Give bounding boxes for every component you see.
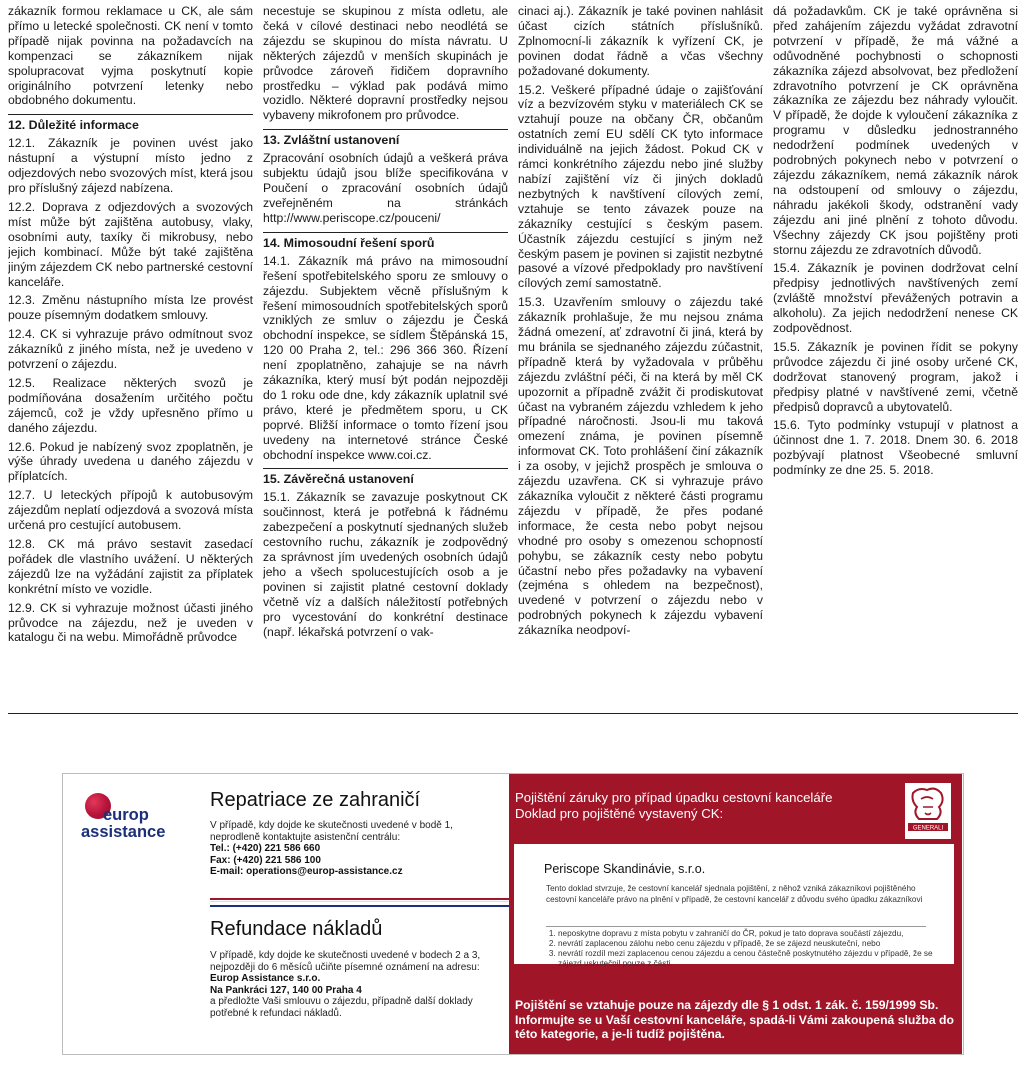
insurance-footer: Pojištění se vztahuje pouze na zájezdy dle § 1 odst. 1 zák. č. 159/1999 Sb. Informujte se u Vaší cestovní kanceláře, spadá-li Vámi zakoupená služba do této kategorie, a je-li tudíž pojištěna. [515,998,954,1041]
insured-company: Periscope Skandinávie, s.r.o. [544,862,706,876]
paragraph: dá požadavkům. CK je také oprávněna si před zahájením zájezdu vyžádat zdravotní potvrzení v případě, že má vážné a odůvodněné pochybnosti o schopnosti zákazníka zájezd absolvovat, bez předložení zdravotního potvrzení je CK oprávněna zákazníka ze zájezdu bez náhrady vyloučit. V případě, že dojde k vyloučení zákazníka z programu v důsledku jednostranného nedodržení podmínek uvedených v podrobných pokynech nebo v potvrzení o zájezdu zákazníkem, nemá zákazník nárok na odstoupení od smlouvy o zájezdu, náhradu jakékoli škody, odstranění vady zájezdu ani jiné plnění z tohoto důvodu. Všechny zájezdy CK jsou pojištěny proti stornu zájezdu ze zdravotních důvodů. [773,4,1018,257]
generali-insurance-panel [509,774,962,1054]
text-column-3 [518,4,763,694]
logo-line-2: assistance [81,823,166,841]
paragraph: 14.1. Zákazník má právo na mimosoudní řešení spotřebitelského sporu ze smlouvy o zájezdu. Subjektem věcně příslušným k řešení mimosoudních spotřebitelských sporů vzniklých ze smluv o zájezdu je Česká obchodní inspekce, se sídlem Štěpánská 15, 120 00 Praha 2, tel.: 296 366 360. Řízení není zpoplatněno, zahajuje se na návrh zákazníka, který musí být podán nejpozději do 1 roku ode dne, kdy zákazník uplatnil své právo, které je předmětem sporu, u CK poprvé. Bližší informace o tomto řízení jsou uvedeny na internetové stránce České obchodní inspekce www.coi.cz. [263,253,508,462]
paragraph: 12.8. CK má právo sestavit zasedací pořádek dle vlastního uvážení. U některých zájezdů lze na vyžádání zajistit za příplatek konkrétní místo ve vozidle. [8,537,253,596]
paragraph: cinaci aj.). Zákazník je také povinen nahlásit účast cizích státních příslušníků. Zplnomocní-li zákazník k vyřízení CK, je povinen dodat řádně a včas všechny požadované dokumenty. [518,4,763,78]
refund-text: V případě, kdy dojde ke skutečnosti uvedené v bodech 2 a 3, nejpozději do 6 měsíců učiňte písemné oznámení na adresu: [210,950,481,973]
stripe-blue [210,905,560,907]
refund-text-2: a předložte Vaši smlouvu o zájezdu, případně další doklady potřebné k refundaci nákladů. [210,996,473,1019]
generali-logo-text: GENERALI [912,825,944,832]
certificate-intro: Tento doklad stvrzuje, že cestovní kancelář sjednala pojištění, z něhož vzniká zákazníkovi pojištěného cestovní kanceláře právo na plnění v případě, že cestovní kancelář z důvodu svého úpadku zákazníkovi [546,884,923,904]
stripe-white [210,901,560,904]
text-column-1 [8,4,253,694]
paragraph: 12.2. Doprava z odjezdových a svozových míst může být zajištěna autobusy, vlaky, osobními auty, taxíky či mikrobusy, nebo jejich kombinací. Může být také zajištěna jiným zájezdem CK nebo partnerské cestovní kanceláře. [8,199,253,289]
certificate-separator [546,926,926,927]
paragraph: zákazník formou reklamace u CK, ale sám přímo u letecké společnosti. CK není v tomto případě nijak povinna na požadavcích na kompenzaci se zákazníkem nijak spolupracovat vyjma poskytnutí kopie originálního potvrzení letenky nebo obdobného dokumentu. [8,4,253,108]
terms-columns [8,4,1018,694]
paragraph: 12.7. U leteckých přípojů k autobusovým zájezdům neplatí odjezdová a svozová místa určená pro cestující autobusem. [8,488,253,533]
logo-line-1: europ [103,806,149,824]
paragraph: 12.1. Zákazník je povinen uvést jako nástupní a výstupní místo jedno z odjezdových nebo svozových míst, která jsou pro příslušný zájezd nabízena. [8,136,253,196]
coverage-item: 3. nevrátí rozdíl mezi zaplacenou cenou zájezdu a cenou částečně poskytnutého zájezdu v případě, že se zájezd uskutečnil pouze z části. [558,949,948,969]
coverage-item: 2. nevrátí zaplacenou zálohu nebo cenu zájezdu v případě, že se zájezd neuskuteční, nebo [558,939,948,949]
section-heading: 14. Mimosoudní řešení sporů [263,232,508,250]
europ-logo-text [81,807,165,841]
insurance-advertisement [62,773,964,1055]
refund-info [210,950,500,1019]
paragraph: 12.3. Změnu nástupního místa lze provést pouze písemným dodatkem smlouvy. [8,293,253,323]
coverage-item: 1. neposkytne dopravu z místa pobytu v zahraničí do ČR, pokud je tato doprava součástí zájezdu, [558,929,948,939]
text-column-4 [773,4,1018,694]
refund-title: Refundace nákladů [210,918,383,940]
stripe-red [210,898,560,900]
repatriation-fax: Fax: (+420) 221 586 100 [210,854,321,866]
repatriation-text: V případě, kdy dojde ke skutečnosti uvedené v bodě 1, neprodleně kontaktujte asistenční centrálu: [210,820,453,843]
paragraph: 15.5. Zákazník je povinen řídit se pokyny průvodce zájezdu či jiné osoby určené CK, dodržovat stanovený program, jakož i předpisy platné v navštívené zemi, včetně předpisů dopravců a ubytovatelů. [773,339,1018,414]
repatriation-email: E-mail: operations@europ-assistance.cz [210,866,403,877]
europ-assistance-logo [81,791,191,851]
paragraph: 12.5. Realizace některých svozů je podmíňována dosažením určitého počtu zájemců, což je vždy upřesněno přímo u daného zájezdu. [8,375,253,435]
paragraph: 15.4. Zákazník je povinen dodržovat celní předpisy jednotlivých navštívených zemí (zvláště množství převážených potravin a alkoholu). Za jejich nedodržení nenese CK zodpovědnost. [773,261,1018,336]
section-heading: 13. Zvláštní ustanovení [263,129,508,147]
paragraph: necestuje se skupinou z místa odletu, ale čeká v cílové destinaci nebo neodlétá se zájezdu se skupinou do místa návratu. U některých zájezdů v menších skupinách je průvodce zároveň řidičem dopravního prostředku – výklad pak podává mimo vozidlo. Některé dopravní prostředky nejsou vybaveny mikrofonem pro průvodce. [263,4,508,123]
paragraph: 15.3. Uzavřením smlouvy o zájezdu také zákazník prohlašuje, že mu nejsou známa žádná omezení, ať zdravotní či jiná, která by mu bránila se sjednaného zájezdu zúčastnit, případně která by vyžadovala v průběhu zájezdu zvláštní péči, či na která by měl CK upozornit a případně zvážit či prodiskutovat účast na vybraném zájezdu vzhledem k jeho případné náročnosti. Jsou-li mu taková omezení známa, je povinen písemně informovat CK. Toto prohlášení činí zákazník i za osoby, v jejichž prospěch je smlouva o zájezdu uzavřena. CK si vyhrazuje právo zákazníka vyloučit z některé části programu zájezdu v případě, že přes podané informace, že cesta nebo pobyt nejsou vhodné pro osoby s omezenou schopností pohybu, se zákazník cesty nebo pobytu účastní nebo přes požadavky na vybavení (zejména s ohledem na bezpečnost), uvedené v potvrzení o zájezdu nebo v podrobných pokynech k zájezdu vybavení zákazníka neodpoví- [518,295,763,638]
insurance-heading [515,790,875,821]
insurance-certificate [514,844,954,968]
repatriation-info [210,820,500,878]
paragraph: 15.1. Zákazník se zavazuje poskytnout CK součinnost, která je potřebná k řádnému zabezpečení a poskytnutí sjednaných služeb cestovního ruchu, zákazník je zodpovědný za správnost jím uvedených osobních údajů jeho a všech spolucestujících osob a je povinen si zajistit platné cestovní doklady včetně víz a dalších náležitostí potřebných pro vycestování do konkrétní destinace (např. lékařská potvrzení o vak- [263,490,508,639]
section-heading: 15. Závěrečná ustanovení [263,468,508,486]
generali-lion-icon [905,783,951,839]
page-divider [8,713,1018,714]
coverage-list [546,929,948,969]
europ-assistance-panel [63,774,509,1054]
paragraph: 15.2. Veškeré případné údaje o zajišťování víz a bezvízovém styku v materiálech CK se vztahují pouze na občany ČR, občanům ostatních zemí EU sdělí CK tyto informace individuálně na jejich žádost. Pokud CK v rámci konkrétního zájezdu nebo jiné služby nabízí zajištění víz či jiných dokladů nezbytných k navštívení cílových zemí, vztahuje se tento závazek pouze na zákazníky cestující s českým pasem. Účastník zájezdu cestující s jiným než českým pasem je povinen si zajistit nezbytné pasové a vízové předpoklady pro navštívení cílových zemí samostatně. [518,82,763,291]
refund-address: Na Pankráci 127, 140 00 Praha 4 [210,984,362,996]
generali-lion-logo [904,782,952,840]
flag-stripes [210,898,560,906]
paragraph: Zpracování osobních údajů a veškerá práva subjektu údajů jsou blíže specifikována v Poučení o zpracování osobních údajů zveřejněném na stránkách http://www.periscope.cz/pouceni/ [263,151,508,225]
refund-company: Europ Assistance s.r.o. [210,973,321,984]
repatriation-title: Repatriace ze zahraničí [210,789,421,811]
text-column-2 [263,4,508,694]
paragraph: 15.6. Tyto podmínky vstupují v platnost a účinnost dne 1. 7. 2018. Dnem 30. 6. 2018 pozbývají platnost Všeobecné smluvní podmínky ze dne 25. 5. 2018. [773,418,1018,478]
paragraph: 12.9. CK si vyhrazuje možnost účasti jiného průvodce na zájezdu, než je uveden v katalogu či na webu. Mimořádně průvodce [8,600,253,645]
section-heading: 12. Důležité informace [8,114,253,132]
insurance-heading-line-2: Doklad pro pojištěné vystavený CK: [515,805,724,821]
repatriation-tel: Tel.: (+420) 221 586 660 [210,843,321,854]
paragraph: 12.6. Pokud je nabízený svoz zpoplatněn, je výše úhrady uvedena u daného zájezdu v příplatcích. [8,439,253,484]
paragraph: 12.4. CK si vyhrazuje právo odmítnout svoz zákazníků z jiného místa, než je uvedeno v potvrzení o zájezdu. [8,327,253,372]
insurance-heading-line-1: Pojištění záruky pro případ úpadku cestovní kanceláře [515,790,833,805]
